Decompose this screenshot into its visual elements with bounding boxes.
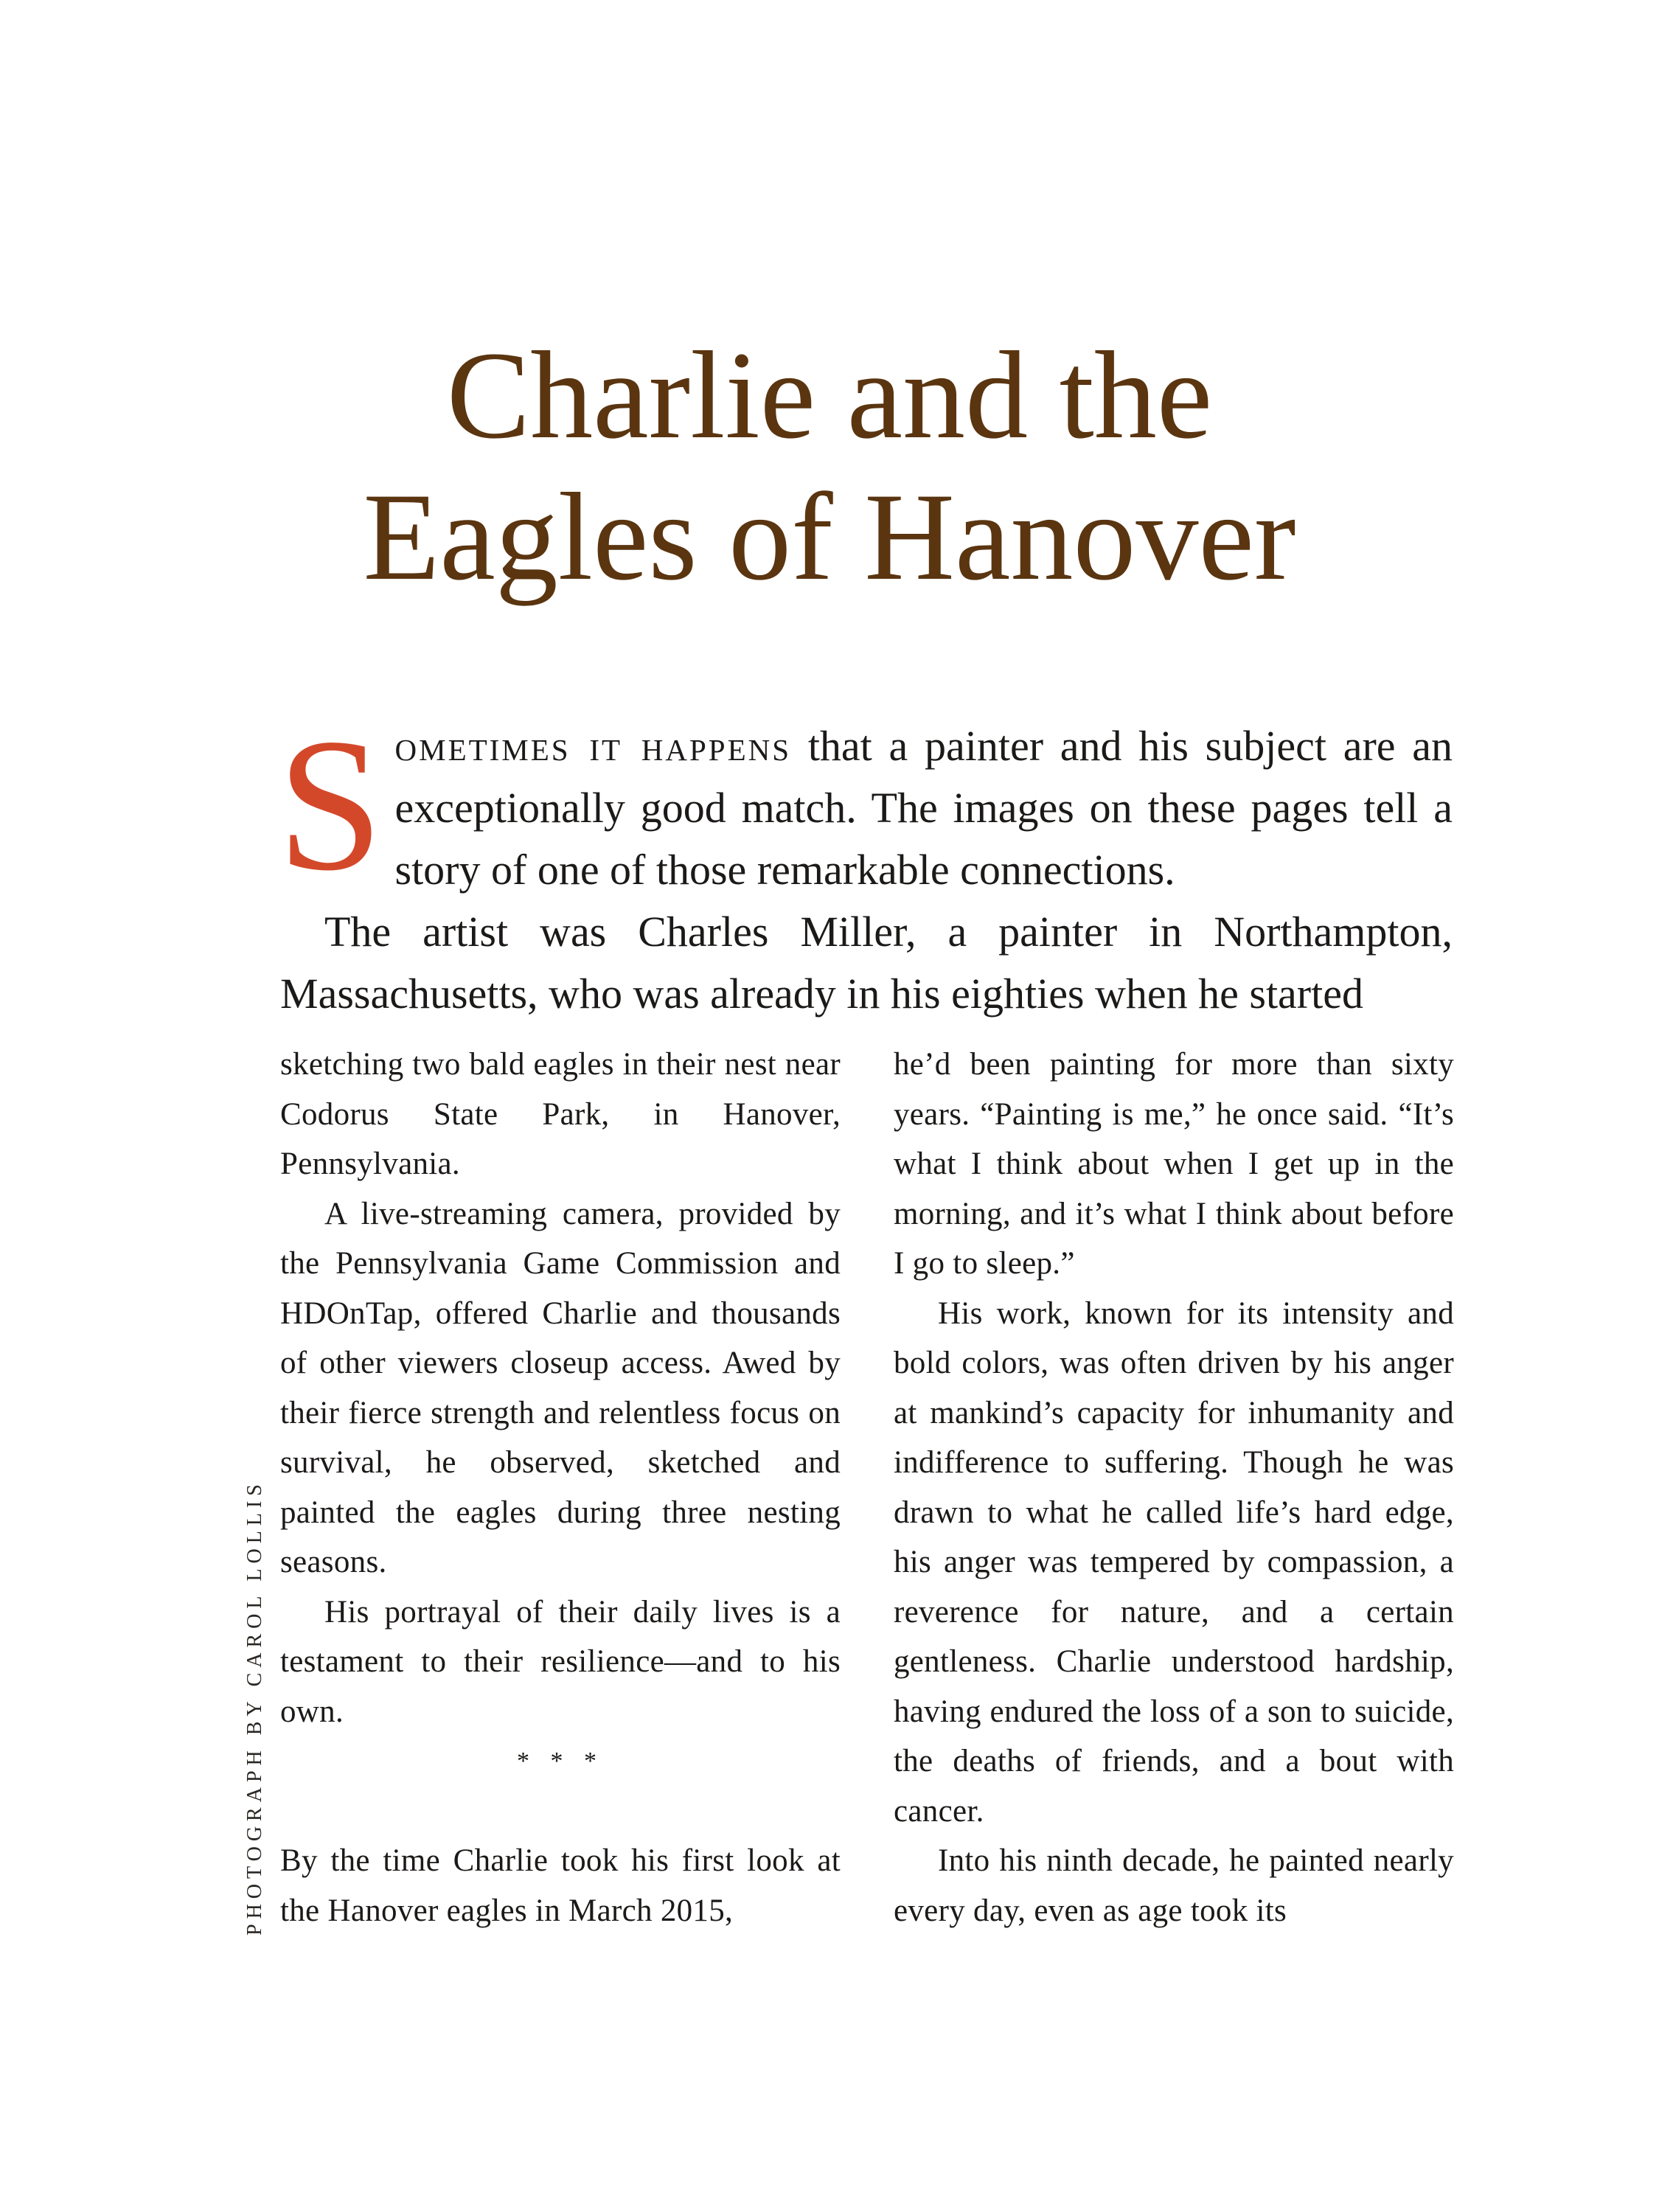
lede-text: that a painter and his subject are an exceptionally good match. The images on these pages tell a story of one of those remarkable connections. bbox=[394, 722, 1453, 894]
body-column-right bbox=[894, 1040, 1454, 1935]
drop-cap: S bbox=[277, 699, 383, 910]
article-title bbox=[0, 324, 1659, 608]
lede-small-caps: ometimes it happens bbox=[394, 722, 792, 770]
lede-paragraphs bbox=[277, 699, 1453, 1025]
title-line-1: Charlie and the bbox=[446, 326, 1213, 465]
section-separator: * * * bbox=[517, 1747, 604, 1775]
lede-paragraph-2: The artist was Charles Miller, a painter in Northampton, Massachusetts, who was already in his eighties when he started bbox=[280, 908, 1453, 1018]
body-paragraph: sketching two bald eagles in their nest near Codorus State Park, in Hanover, Pennsylvania. bbox=[280, 1047, 841, 1181]
title-line-2: Eagles of Hanover bbox=[363, 467, 1296, 606]
body-paragraph: A live-streaming camera, provided by the Pennsylvania Game Commission and HDOnTap, offered Charlie and thousands of other viewers closeup access. Awed by their fierce strength and relentless focus on survival, he observed, sketched and painted the eagles during three nesting seasons. bbox=[280, 1196, 841, 1579]
lede-paragraph-1 bbox=[277, 699, 1453, 910]
body-paragraph: he’d been painting for more than sixty years. “Painting is me,” he once said. “It’s what I think about when I get up in the morning, and it’s what I think about before I go to sleep.” bbox=[894, 1047, 1454, 1281]
body-paragraph: His work, known for its intensity and bold colors, was often driven by his anger at mankind’s capacity for inhumanity and indifference to suffering. Though he was drawn to what he called life’s hard edge, his anger was tempered by compassion, a reverence for nature, and a certain gentleness. Charlie understood hardship, having endured the loss of a son to suicide, the deaths of friends, and a bout with cancer. bbox=[894, 1295, 1454, 1829]
body-column-left bbox=[280, 1040, 841, 1935]
body-paragraph: His portrayal of their daily lives is a testament to their resilience—and to his own. bbox=[280, 1594, 841, 1729]
body-paragraph: By the time Charlie took his first look at the Hanover eagles in March 2015, bbox=[280, 1843, 841, 1928]
body-paragraph: Into his ninth decade, he painted nearly every day, even as age took its bbox=[894, 1843, 1454, 1928]
photo-credit: PHOTOGRAPH BY CAROL LOLLIS bbox=[243, 1479, 266, 1935]
